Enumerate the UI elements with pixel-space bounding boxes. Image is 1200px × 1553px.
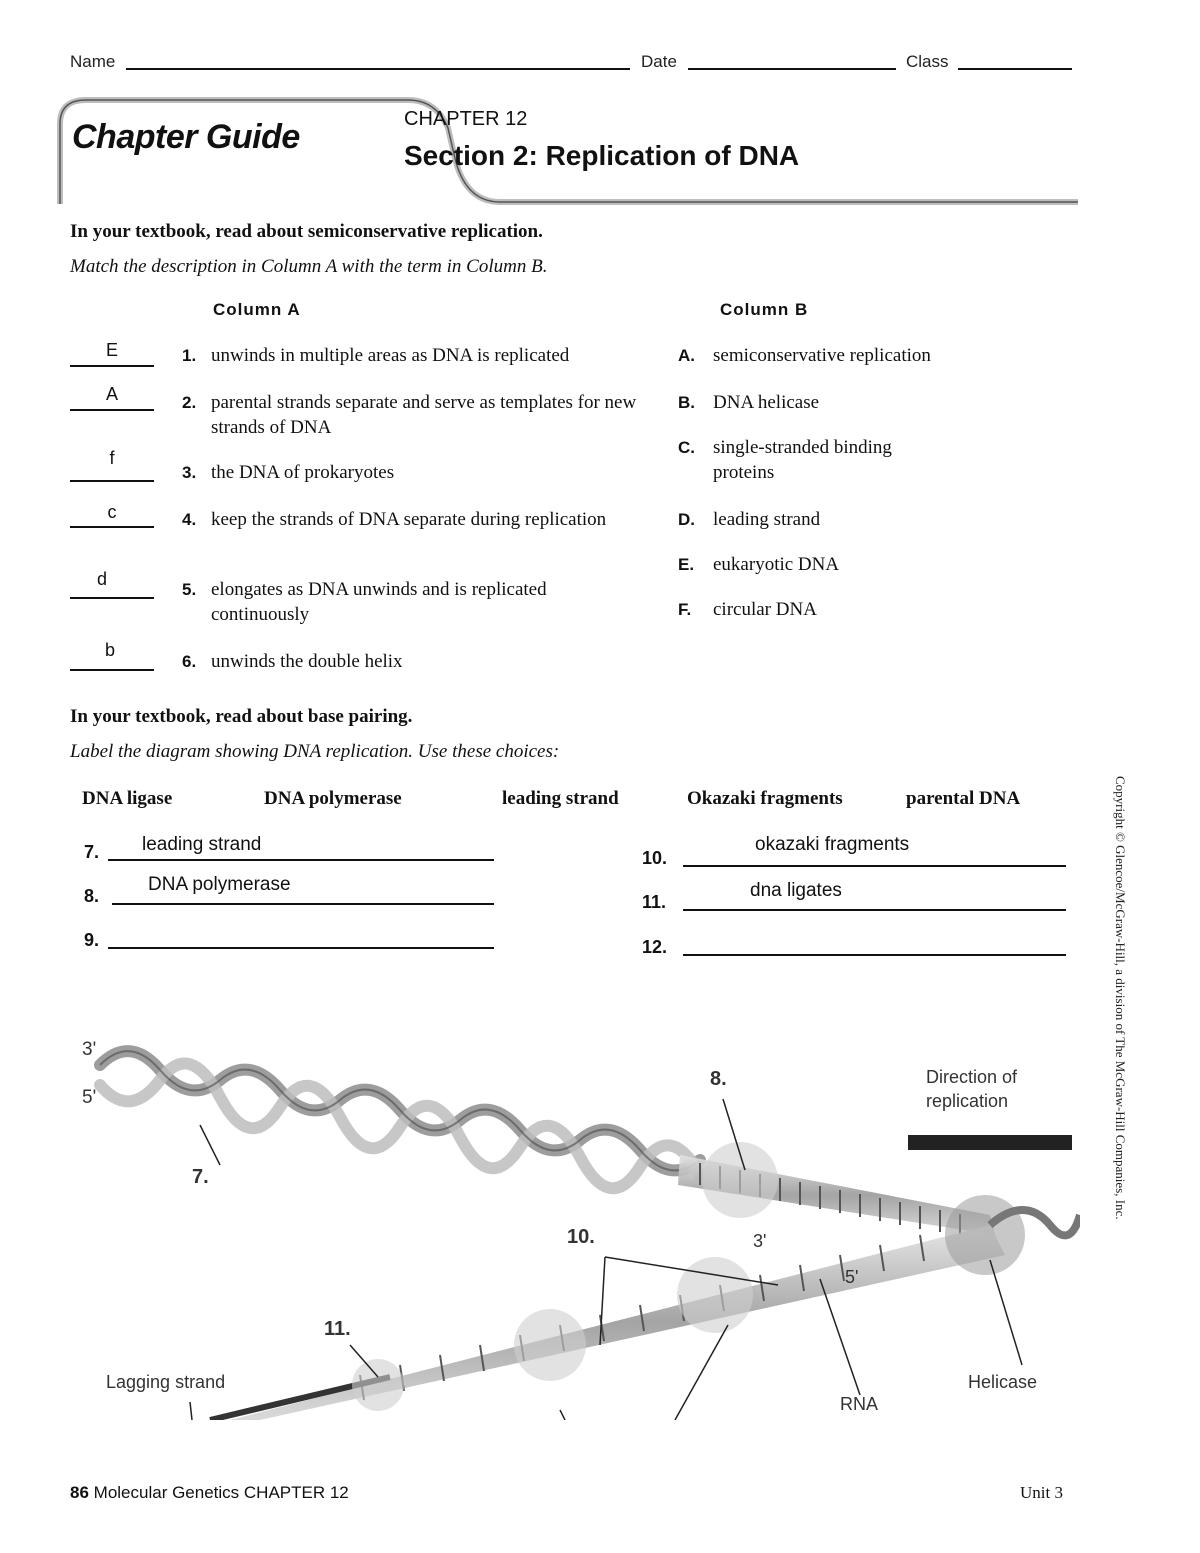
term-letter-c: C.	[678, 438, 695, 457]
label-number-11: 11.	[642, 892, 667, 912]
diagram-label-11: 11.	[324, 1318, 351, 1340]
choice-dna-ligase: DNA ligase	[82, 788, 173, 809]
label-line-10[interactable]	[683, 865, 1066, 867]
page-footer-left	[70, 1483, 349, 1503]
label-answer-11[interactable]: dna ligates	[750, 880, 842, 901]
polymerase-blob-lower-a	[677, 1257, 753, 1333]
item-text-4: keep the strands of DNA separate during replication	[211, 509, 607, 530]
term-letter-d: D.	[678, 510, 695, 529]
label-number-10: 10.	[642, 848, 668, 868]
helicase-blob	[945, 1195, 1025, 1275]
item-number-4: 4.	[182, 510, 197, 529]
term-text-b: DNA helicase	[713, 392, 820, 413]
item-number-3: 3.	[182, 463, 197, 482]
answer-3[interactable]: f	[109, 448, 115, 468]
diagram-3prime-mid: 3'	[753, 1231, 767, 1251]
column-a-header: Column A	[213, 300, 301, 319]
diagram-label-8: 8.	[710, 1068, 727, 1090]
item-number-2: 2.	[182, 393, 197, 412]
chapter-number: CHAPTER 12	[404, 108, 528, 130]
name-label: Name	[70, 52, 116, 71]
answer-4[interactable]: c	[107, 502, 117, 522]
instruction-label-diagram: Label the diagram showing DNA replication. Use these choices:	[70, 741, 560, 762]
answer-line-5[interactable]	[70, 597, 154, 599]
instruction-base-pairing: In your textbook, read about base pairing.	[70, 706, 413, 727]
label-answer-7[interactable]: leading strand	[142, 834, 262, 855]
item-number-1: 1.	[182, 346, 197, 365]
chapter-guide-title: Chapter Guide	[72, 118, 300, 156]
answer-line-1[interactable]	[70, 365, 154, 367]
term-text-a: semiconservative replication	[713, 345, 931, 366]
unit-label: Unit 3	[1020, 1483, 1063, 1502]
ligase-blob	[352, 1359, 404, 1411]
diagram-helicase: Helicase	[968, 1372, 1038, 1392]
diagram-label-7: 7.	[192, 1166, 209, 1188]
item-text-2: parental strands separate and serve as templates for new strands of DNA	[211, 392, 637, 438]
class-label: Class	[906, 52, 949, 71]
diagram-rna: RNA	[840, 1394, 879, 1414]
label-line-9[interactable]	[108, 947, 494, 949]
choice-okazaki-fragments: Okazaki fragments	[687, 788, 843, 809]
choice-parental-dna: parental DNA	[906, 788, 1021, 809]
diagram-direction-text: Direction of replication	[926, 1067, 1018, 1111]
column-b-header: Column B	[720, 300, 809, 319]
term-letter-f: F.	[678, 600, 692, 619]
item-text-1: unwinds in multiple areas as DNA is replicated	[211, 345, 570, 366]
instruction-semiconservative: In your textbook, read about semiconservative replication.	[70, 221, 543, 242]
term-letter-e: E.	[678, 555, 695, 574]
label-line-12[interactable]	[683, 954, 1066, 956]
label-number-12: 12.	[642, 937, 668, 957]
instruction-match: Match the description in Column A with the term in Column B.	[70, 256, 548, 277]
label-answer-8[interactable]: DNA polymerase	[148, 874, 291, 895]
date-label: Date	[641, 52, 677, 71]
label-number-9: 9.	[84, 930, 100, 950]
diagram-5prime-top: 5'	[82, 1087, 97, 1108]
label-line-7[interactable]	[108, 859, 494, 861]
answer-line-2[interactable]	[70, 409, 154, 411]
term-text-c: single-stranded binding proteins	[713, 437, 892, 483]
answer-line-4[interactable]	[70, 526, 154, 528]
term-text-e: eukaryotic DNA	[713, 554, 840, 575]
term-letter-a: A.	[678, 346, 695, 365]
date-field[interactable]	[688, 68, 896, 70]
label-number-8: 8.	[84, 886, 100, 906]
item-number-5: 5.	[182, 580, 197, 599]
copyright-notice: Copyright © Glencoe/McGraw-Hill, a division of The McGraw-Hill Companies, Inc.	[1113, 776, 1128, 1220]
label-number-7: 7.	[84, 842, 100, 862]
diagram-5prime-mid: 5'	[845, 1267, 859, 1287]
choice-dna-polymerase: DNA polymerase	[264, 788, 402, 809]
answer-2[interactable]: A	[105, 384, 118, 404]
answer-line-6[interactable]	[70, 669, 154, 671]
answer-5[interactable]: d	[96, 569, 107, 589]
item-text-5: elongates as DNA unwinds and is replicated continuously	[211, 579, 547, 625]
answer-1[interactable]: E	[105, 340, 118, 360]
item-text-6: unwinds the double helix	[211, 651, 403, 672]
page-footer-title: Molecular Genetics CHAPTER 12	[93, 1483, 349, 1502]
name-field[interactable]	[126, 68, 630, 70]
label-line-11[interactable]	[683, 909, 1066, 911]
item-text-3: the DNA of prokaryotes	[211, 462, 395, 483]
parental-helix	[100, 1051, 700, 1188]
choice-leading-strand: leading strand	[502, 788, 619, 809]
page-number: 86	[70, 1483, 89, 1502]
label-answer-10[interactable]: okazaki fragments	[755, 834, 910, 855]
term-text-d: leading strand	[713, 509, 821, 530]
answer-6[interactable]: b	[104, 640, 115, 660]
term-text-f: circular DNA	[713, 599, 817, 620]
answer-line-3[interactable]	[70, 480, 154, 482]
class-field[interactable]	[958, 68, 1072, 70]
polymerase-blob-lower-b	[514, 1309, 586, 1381]
diagram-3prime-top: 3'	[82, 1039, 97, 1060]
diagram-label-10: 10.	[567, 1226, 595, 1248]
item-number-6: 6.	[182, 652, 197, 671]
direction-arrow-bar	[908, 1135, 1072, 1150]
term-letter-b: B.	[678, 393, 695, 412]
diagram-lagging-strand: Lagging strand	[106, 1372, 226, 1392]
section-title: Section 2: Replication of DNA	[404, 140, 800, 171]
dna-replication-diagram	[60, 1025, 1080, 1420]
label-line-8[interactable]	[112, 903, 494, 905]
